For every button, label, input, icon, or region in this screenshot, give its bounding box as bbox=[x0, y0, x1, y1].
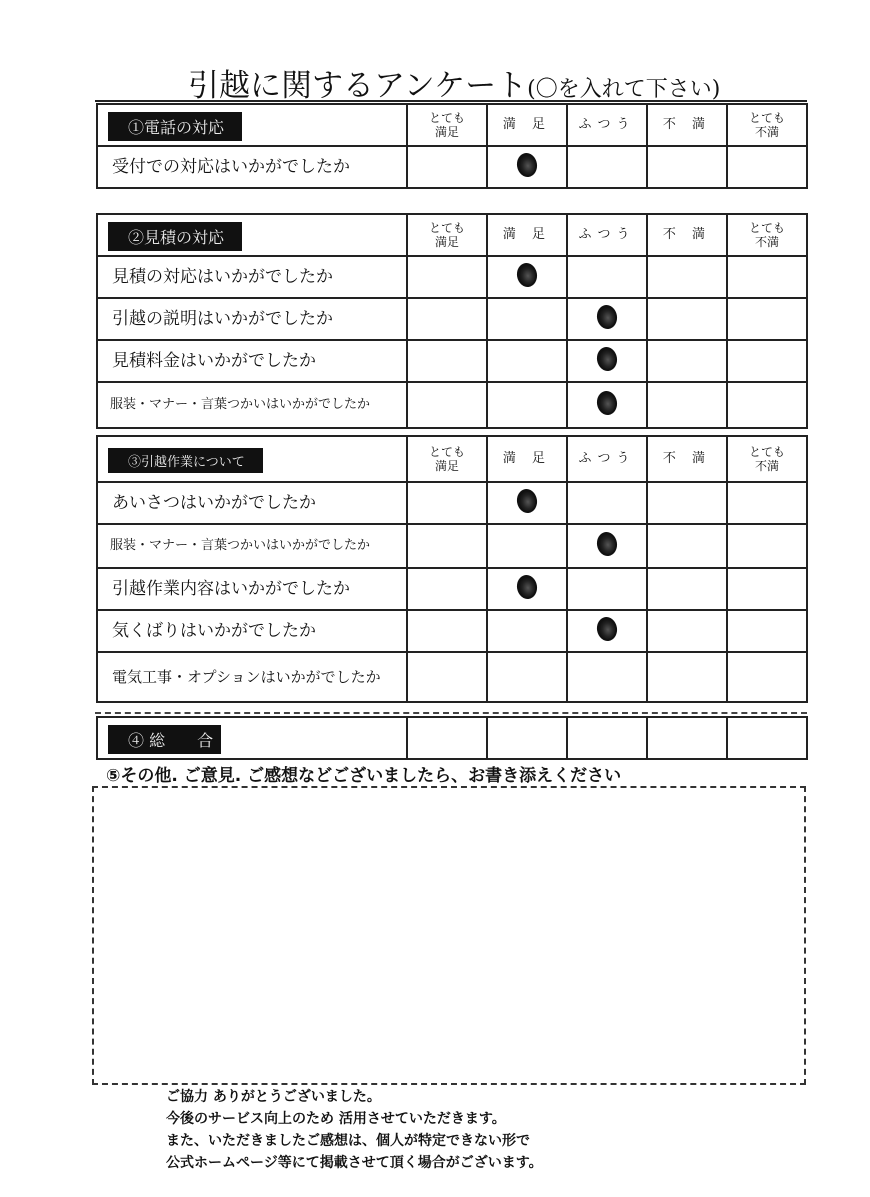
rating-cell-very-dissatisfied[interactable] bbox=[727, 340, 807, 382]
rating-cell-very-dissatisfied[interactable] bbox=[727, 568, 807, 610]
question-text: 見積の対応はいかがでしたか bbox=[97, 256, 407, 298]
col-satisfied: 満 足 bbox=[487, 436, 567, 482]
footer-line: 公式ホームページ等にて掲載させて頂く場合がございます。 bbox=[166, 1155, 543, 1171]
footer-line: また、いただきましたご感想は、個人が特定できない形で bbox=[166, 1133, 530, 1149]
col-dissatisfied: 不 満 bbox=[647, 214, 727, 256]
question-text: 見積料金はいかがでしたか bbox=[97, 340, 407, 382]
rating-cell-neutral[interactable] bbox=[567, 610, 647, 652]
rating-cell-dissatisfied[interactable] bbox=[647, 298, 727, 340]
rating-cell-very-satisfied[interactable] bbox=[407, 382, 487, 428]
section-estimate-response bbox=[96, 213, 808, 429]
rating-cell-neutral[interactable] bbox=[567, 146, 647, 188]
rating-cell-satisfied[interactable] bbox=[487, 524, 567, 568]
question-text: あいさつはいかがでしたか bbox=[97, 482, 407, 524]
comments-input[interactable] bbox=[92, 786, 806, 1085]
rating-cell-very-satisfied[interactable] bbox=[407, 652, 487, 702]
rating-cell-very-dissatisfied[interactable] bbox=[727, 482, 807, 524]
rating-cell-neutral[interactable] bbox=[567, 652, 647, 702]
question-text: 気くばりはいかがでしたか bbox=[97, 610, 407, 652]
rating-cell-very-dissatisfied[interactable] bbox=[727, 717, 807, 759]
rating-cell-very-satisfied[interactable] bbox=[407, 146, 487, 188]
section-phone-response bbox=[96, 103, 808, 189]
survey-title bbox=[188, 60, 788, 105]
comments-label: ⑤その他. ご意見. ご感想などございましたら、お書き添えください bbox=[106, 766, 622, 786]
rating-cell-very-satisfied[interactable] bbox=[407, 256, 487, 298]
rating-cell-very-dissatisfied[interactable] bbox=[727, 256, 807, 298]
rating-cell-satisfied[interactable] bbox=[487, 482, 567, 524]
question-row bbox=[97, 382, 807, 428]
rating-cell-very-dissatisfied[interactable] bbox=[727, 298, 807, 340]
section-header: ④ 総 合 bbox=[97, 717, 407, 759]
rating-cell-neutral[interactable] bbox=[567, 298, 647, 340]
col-very-satisfied: とても 満足 bbox=[407, 104, 487, 146]
rating-cell-satisfied[interactable] bbox=[487, 382, 567, 428]
rating-cell-neutral[interactable] bbox=[567, 524, 647, 568]
col-neutral: ふつう bbox=[567, 436, 647, 482]
circle-mark-icon bbox=[515, 261, 539, 288]
rating-cell-very-satisfied[interactable] bbox=[407, 610, 487, 652]
rating-cell-very-satisfied[interactable] bbox=[407, 717, 487, 759]
question-row bbox=[97, 652, 807, 702]
circle-mark-icon bbox=[515, 151, 539, 178]
rating-cell-neutral[interactable] bbox=[567, 482, 647, 524]
rating-cell-neutral[interactable] bbox=[567, 717, 647, 759]
rating-cell-satisfied[interactable] bbox=[487, 256, 567, 298]
rating-cell-satisfied[interactable] bbox=[487, 610, 567, 652]
rating-cell-very-dissatisfied[interactable] bbox=[727, 524, 807, 568]
rating-cell-satisfied[interactable] bbox=[487, 340, 567, 382]
circle-mark-icon bbox=[595, 389, 619, 416]
col-very-satisfied: とても 満足 bbox=[407, 214, 487, 256]
rating-cell-very-satisfied[interactable] bbox=[407, 524, 487, 568]
rating-cell-satisfied[interactable] bbox=[487, 652, 567, 702]
col-dissatisfied: 不 満 bbox=[647, 436, 727, 482]
rating-cell-satisfied[interactable] bbox=[487, 568, 567, 610]
question-row bbox=[97, 146, 807, 188]
question-row bbox=[97, 524, 807, 568]
question-text: 服装・マナー・言葉つかいはいかがでしたか bbox=[97, 382, 407, 428]
circle-mark-icon bbox=[595, 345, 619, 372]
rating-cell-very-dissatisfied[interactable] bbox=[727, 610, 807, 652]
rating-cell-dissatisfied[interactable] bbox=[647, 568, 727, 610]
circle-mark-icon bbox=[595, 615, 619, 642]
footer-line: 今後のサービス向上のため 活用させていただきます。 bbox=[166, 1111, 506, 1127]
col-very-satisfied: とても 満足 bbox=[407, 436, 487, 482]
circle-mark-icon bbox=[595, 530, 619, 557]
question-row bbox=[97, 256, 807, 298]
question-row bbox=[97, 298, 807, 340]
col-satisfied: 満 足 bbox=[487, 104, 567, 146]
question-text: 服装・マナー・言葉つかいはいかがでしたか bbox=[97, 524, 407, 568]
footer-note bbox=[166, 1086, 686, 1174]
col-dissatisfied: 不 満 bbox=[647, 104, 727, 146]
rating-cell-dissatisfied[interactable] bbox=[647, 482, 727, 524]
rating-cell-dissatisfied[interactable] bbox=[647, 652, 727, 702]
rating-cell-very-satisfied[interactable] bbox=[407, 298, 487, 340]
question-row bbox=[97, 610, 807, 652]
section-overall bbox=[96, 716, 808, 760]
circle-mark-icon bbox=[515, 573, 539, 600]
rating-cell-very-dissatisfied[interactable] bbox=[727, 382, 807, 428]
question-row bbox=[97, 482, 807, 524]
col-very-dissatisfied: とても 不満 bbox=[727, 104, 807, 146]
section-header: ②見積の対応 bbox=[97, 214, 407, 256]
rating-cell-satisfied[interactable] bbox=[487, 146, 567, 188]
question-row bbox=[97, 340, 807, 382]
question-text: 受付での対応はいかがでしたか bbox=[97, 146, 407, 188]
rating-cell-neutral[interactable] bbox=[567, 568, 647, 610]
question-text: 引越作業内容はいかがでしたか bbox=[97, 568, 407, 610]
rating-cell-dissatisfied[interactable] bbox=[647, 256, 727, 298]
col-very-dissatisfied: とても 不満 bbox=[727, 436, 807, 482]
col-neutral: ふつう bbox=[567, 104, 647, 146]
rating-cell-very-dissatisfied[interactable] bbox=[727, 652, 807, 702]
question-text: 引越の説明はいかがでしたか bbox=[97, 298, 407, 340]
title-instruction: (〇を入れて下さい) bbox=[527, 77, 721, 102]
rating-cell-dissatisfied[interactable] bbox=[647, 524, 727, 568]
section-header: ③引越作業について bbox=[97, 436, 407, 482]
rating-cell-dissatisfied[interactable] bbox=[647, 340, 727, 382]
col-very-dissatisfied: とても 不満 bbox=[727, 214, 807, 256]
section-header: ①電話の対応 bbox=[97, 104, 407, 146]
rating-cell-neutral[interactable] bbox=[567, 382, 647, 428]
rating-cell-satisfied[interactable] bbox=[487, 298, 567, 340]
circle-mark-icon bbox=[515, 487, 539, 514]
rating-cell-very-dissatisfied[interactable] bbox=[727, 146, 807, 188]
rating-cell-neutral[interactable] bbox=[567, 256, 647, 298]
rating-cell-dissatisfied[interactable] bbox=[647, 382, 727, 428]
rating-cell-dissatisfied[interactable] bbox=[647, 610, 727, 652]
footer-line: ご協力 ありがとうございました。 bbox=[166, 1089, 381, 1105]
col-neutral: ふつう bbox=[567, 214, 647, 256]
title-main: 引越に関するアンケート bbox=[188, 68, 528, 104]
rating-cell-very-satisfied[interactable] bbox=[407, 482, 487, 524]
section-moving-work bbox=[96, 435, 808, 703]
rating-cell-neutral[interactable] bbox=[567, 340, 647, 382]
title-divider bbox=[95, 100, 807, 102]
rating-cell-dissatisfied[interactable] bbox=[647, 146, 727, 188]
rating-cell-very-satisfied[interactable] bbox=[407, 340, 487, 382]
rating-cell-very-satisfied[interactable] bbox=[407, 568, 487, 610]
rating-cell-dissatisfied[interactable] bbox=[647, 717, 727, 759]
rating-cell-satisfied[interactable] bbox=[487, 717, 567, 759]
circle-mark-icon bbox=[595, 303, 619, 330]
question-row bbox=[97, 568, 807, 610]
section-divider bbox=[95, 712, 807, 714]
col-satisfied: 満 足 bbox=[487, 214, 567, 256]
question-text: 電気工事・オプションはいかがでしたか bbox=[97, 652, 407, 702]
